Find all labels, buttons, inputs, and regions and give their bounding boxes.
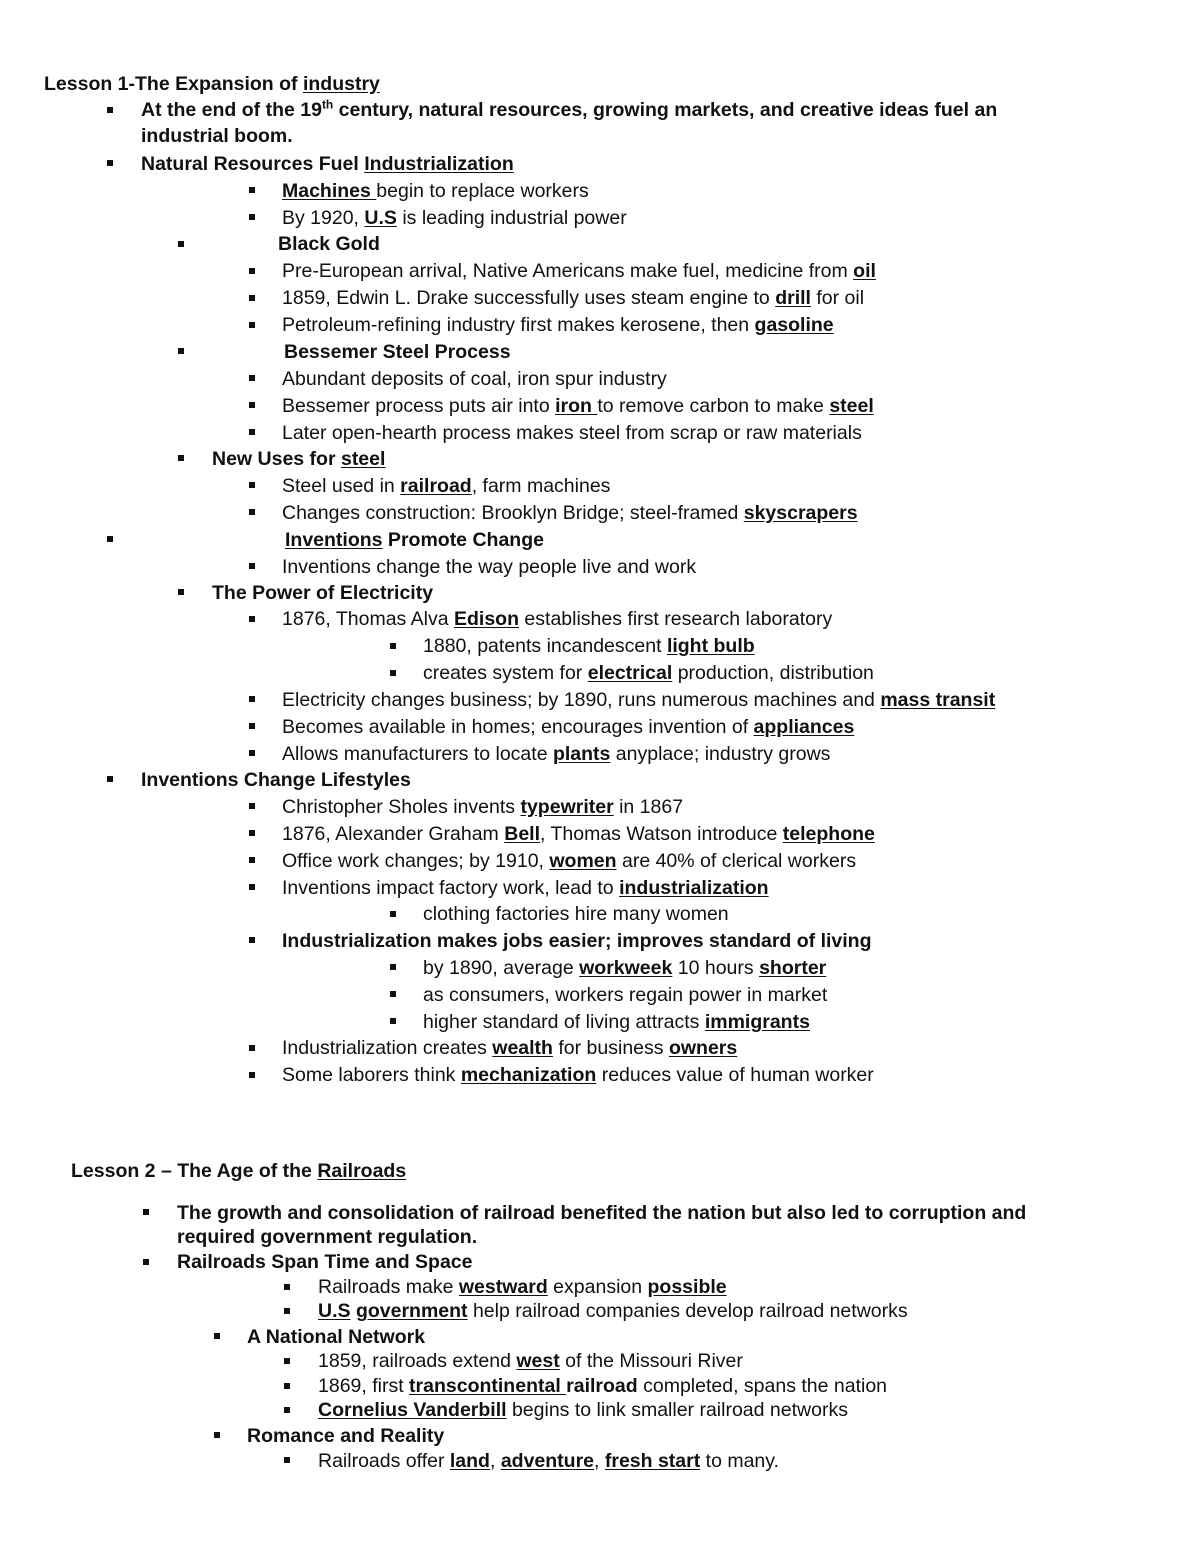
inventions-heading: Inventions Promote Change xyxy=(285,529,544,551)
bullet-icon xyxy=(249,803,255,809)
list-item: Railroads make westward expansion possible xyxy=(318,1276,727,1298)
romance-reality-heading: Romance and Reality xyxy=(247,1425,445,1447)
bullet-icon xyxy=(249,375,255,381)
bullet-icon xyxy=(249,214,255,220)
lesson2-intro-line1: The growth and consolidation of railroad benefited the nation but also led to corruption and xyxy=(177,1202,1027,1224)
bullet-icon xyxy=(284,1358,290,1364)
bullet-icon xyxy=(249,187,255,193)
list-item: Cornelius Vanderbill begins to link smaller railroad networks xyxy=(318,1399,848,1421)
list-item: Office work changes; by 1910, women are 40% of clerical workers xyxy=(282,850,857,872)
bullet-icon xyxy=(249,884,255,890)
bullet-icon xyxy=(390,1018,396,1024)
bullet-icon xyxy=(178,455,184,461)
bullet-icon xyxy=(249,509,255,515)
bullet-icon xyxy=(249,482,255,488)
list-item: Industrialization creates wealth for business owners xyxy=(282,1037,738,1059)
bullet-icon xyxy=(284,1407,290,1413)
list-item: Abundant deposits of coal, iron spur industry xyxy=(282,368,667,390)
bullet-icon xyxy=(390,991,396,997)
bullet-icon xyxy=(178,589,184,595)
bullet-icon xyxy=(249,429,255,435)
list-item: by 1890, average workweek 10 hours shorter xyxy=(423,957,827,979)
lesson1-title: Lesson 1-The Expansion of industry xyxy=(44,73,380,95)
lifestyles-heading: Inventions Change Lifestyles xyxy=(141,769,411,791)
list-item: Later open-hearth process makes steel from scrap or raw materials xyxy=(282,422,862,444)
bullet-icon xyxy=(143,1209,149,1215)
bullet-icon xyxy=(214,1432,220,1438)
bullet-icon xyxy=(143,1259,149,1265)
list-item: By 1920, U.S is leading industrial power xyxy=(282,207,627,229)
list-item: Petroleum-refining industry first makes kerosene, then gasoline xyxy=(282,314,834,336)
list-item: Allows manufacturers to locate plants anyplace; industry grows xyxy=(282,743,831,765)
bullet-icon xyxy=(390,964,396,970)
new-uses-heading: New Uses for steel xyxy=(212,448,386,470)
bullet-icon xyxy=(249,1072,255,1078)
bullet-icon xyxy=(249,750,255,756)
bullet-icon xyxy=(249,563,255,569)
list-item: 1859, Edwin L. Drake successfully uses steam engine to drill for oil xyxy=(282,287,865,309)
bullet-icon xyxy=(249,268,255,274)
list-item: Electricity changes business; by 1890, runs numerous machines and mass transit xyxy=(282,689,996,711)
bullet-icon xyxy=(390,643,396,649)
list-item: Bessemer process puts air into iron to remove carbon to make steel xyxy=(282,395,874,417)
list-item: clothing factories hire many women xyxy=(423,903,729,925)
national-network-heading: A National Network xyxy=(247,1326,426,1348)
bullet-icon xyxy=(249,857,255,863)
list-item: Some laborers think mechanization reduces value of human worker xyxy=(282,1064,874,1086)
list-item: U.S government help railroad companies develop railroad networks xyxy=(318,1300,908,1322)
lesson1-intro-line2: industrial boom. xyxy=(141,125,293,147)
list-item: Christopher Sholes invents typewriter in 1867 xyxy=(282,796,684,818)
bullet-icon xyxy=(249,616,255,622)
bullet-icon xyxy=(107,107,113,113)
bullet-icon xyxy=(249,402,255,408)
bullet-icon xyxy=(178,348,184,354)
bullet-icon xyxy=(249,322,255,328)
bullet-icon xyxy=(214,1333,220,1339)
list-item: Changes construction: Brooklyn Bridge; steel-framed skyscrapers xyxy=(282,502,858,524)
list-item: 1859, railroads extend west of the Missouri River xyxy=(318,1350,743,1372)
list-item: 1876, Thomas Alva Edison establishes first research laboratory xyxy=(282,608,833,630)
list-item: 1880, patents incandescent light bulb xyxy=(423,635,755,657)
list-item: Becomes available in homes; encourages invention of appliances xyxy=(282,716,855,738)
lesson2-title-link: Railroads xyxy=(317,1160,407,1182)
list-item: Railroads offer land, adventure, fresh start to many. xyxy=(318,1450,779,1472)
bullet-icon xyxy=(249,696,255,702)
bullet-icon xyxy=(284,1308,290,1314)
bullet-icon xyxy=(178,241,184,247)
lesson1-title-link: industry xyxy=(302,73,380,95)
bullet-icon xyxy=(390,670,396,676)
bullet-icon xyxy=(249,723,255,729)
list-item: Industrialization makes jobs easier; improves standard of living xyxy=(282,930,872,952)
black-gold-heading: Black Gold xyxy=(278,233,380,255)
bullet-icon xyxy=(107,536,113,542)
bullet-icon xyxy=(107,776,113,782)
bullet-icon xyxy=(249,1045,255,1051)
railroads-span-heading: Railroads Span Time and Space xyxy=(177,1251,473,1273)
lesson2-intro-line2: required government regulation. xyxy=(177,1226,478,1248)
list-item: Pre-European arrival, Native Americans make fuel, medicine from oil xyxy=(282,260,876,282)
list-item: Steel used in railroad, farm machines xyxy=(282,475,611,497)
electricity-heading: The Power of Electricity xyxy=(212,582,434,604)
bullet-icon xyxy=(249,295,255,301)
list-item: 1869, first transcontinental railroad completed, spans the nation xyxy=(318,1375,888,1397)
list-item: creates system for electrical production, distribution xyxy=(423,662,874,684)
list-item: higher standard of living attracts immigrants xyxy=(423,1011,810,1033)
lesson2-title: Lesson 2 – The Age of the Railroads xyxy=(71,1160,407,1182)
bullet-icon xyxy=(249,830,255,836)
lesson1-intro-line1: At the end of the 19th century, natural resources, growing markets, and creative ideas fuel an xyxy=(141,97,998,121)
bessemer-heading: Bessemer Steel Process xyxy=(284,341,511,363)
list-item: as consumers, workers regain power in market xyxy=(423,984,828,1006)
list-item: Inventions impact factory work, lead to industrialization xyxy=(282,877,769,899)
bullet-icon xyxy=(249,937,255,943)
bullet-icon xyxy=(284,1383,290,1389)
bullet-icon xyxy=(107,160,113,166)
list-item: Machines begin to replace workers xyxy=(282,180,589,202)
list-item: 1876, Alexander Graham Bell, Thomas Watson introduce telephone xyxy=(282,823,875,845)
bullet-icon xyxy=(390,911,396,917)
bullet-icon xyxy=(284,1284,290,1290)
list-item: Inventions change the way people live and work xyxy=(282,556,697,578)
natural-resources-heading: Natural Resources Fuel Industrialization xyxy=(141,153,514,175)
bullet-icon xyxy=(284,1457,290,1463)
